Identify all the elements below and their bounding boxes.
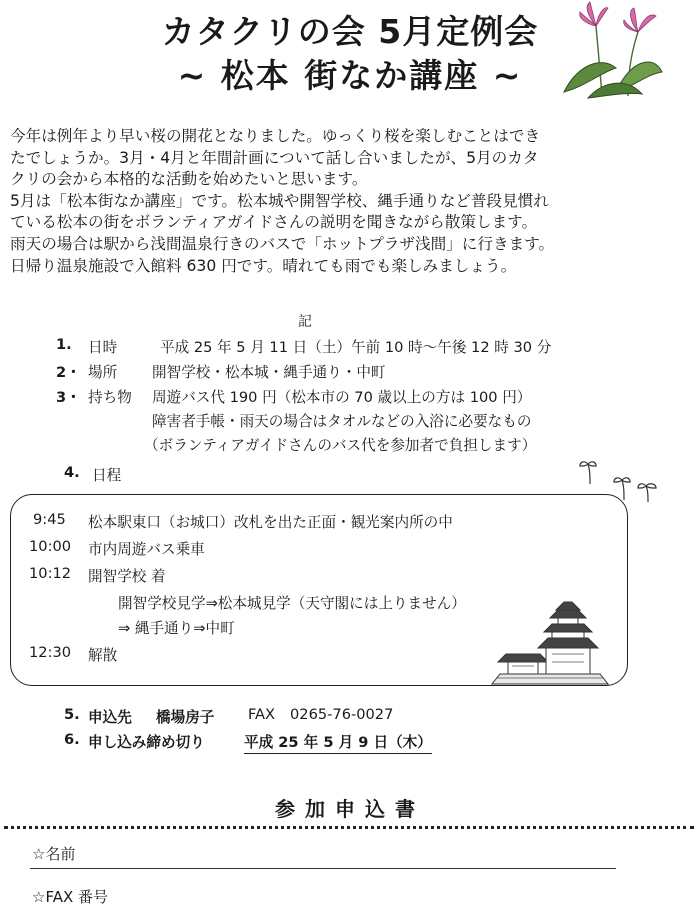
schedule-row xyxy=(0,511,700,533)
contact-name: 橋場房子 xyxy=(156,709,215,726)
intro-line: 日帰り温泉施設で入館料 630 円です。晴れても雨でも楽しみましょう。 xyxy=(10,256,517,275)
schedule-desc: 松本駅東口（お城口）改札を出た正面・観光案内所の中 xyxy=(88,514,453,531)
schedule-row xyxy=(0,565,700,587)
item-number: 3・ xyxy=(56,389,81,406)
item-number: 2・ xyxy=(56,364,81,381)
page-title: カタクリの会 5月定例会 xyxy=(161,12,539,51)
item-value: 平成 25 年 5 月 11 日（土）午前 10 時～午後 12 時 30 分 xyxy=(160,339,552,356)
item-label: 場所 xyxy=(88,364,118,381)
intro-line: たでしょうか。3月・4月と年間計画について話し合いましたが、5月のカタ xyxy=(10,148,539,167)
item-label: 日時 xyxy=(88,339,118,356)
schedule-desc: 解散 xyxy=(88,647,118,664)
schedule-time: 9:45 xyxy=(33,511,66,528)
name-field-line[interactable] xyxy=(30,868,616,869)
deadline-value: 平成 25 年 5 月 9 日（木） xyxy=(244,731,432,754)
item-contact xyxy=(0,706,700,728)
application-title: 参加申込書 xyxy=(275,797,425,821)
item-deadline xyxy=(0,731,700,755)
item-datetime xyxy=(0,336,700,358)
schedule-desc: 開智学校見学⇒松本城見学（天守閣には上りません） xyxy=(118,595,466,612)
intro-text xyxy=(10,126,690,277)
katakuri-flower-icon xyxy=(558,0,666,104)
item-number: 1. xyxy=(56,336,72,353)
item-value: （ボランティアガイドさんのバス代を参加者で負担します） xyxy=(144,437,537,454)
item-label: 持ち物 xyxy=(88,389,132,406)
intro-line: 今年は例年より早い桜の開花となりました。ゆっくり桜を楽しむことはでき xyxy=(10,127,541,145)
contact-fax-label: FAX xyxy=(248,706,276,723)
schedule-row xyxy=(0,538,700,560)
schedule-desc: ⇒ 縄手通り⇒中町 xyxy=(118,620,235,637)
item-number: 6. xyxy=(64,731,80,748)
schedule-time: 12:30 xyxy=(29,644,72,661)
schedule-desc: 開智学校 着 xyxy=(88,568,166,585)
item-number: 4. xyxy=(64,464,80,481)
schedule-time: 10:12 xyxy=(29,565,72,582)
item-label: 日程 xyxy=(92,467,122,484)
ki-heading: 記 xyxy=(298,314,312,330)
cut-line xyxy=(4,826,694,829)
intro-line: ている松本の街をボランティアガイドさんの説明を聞きながら散策します。 xyxy=(10,213,538,232)
deadline-label: 申し込み締め切り xyxy=(88,734,205,751)
fax-field-label: ☆FAX 番号 xyxy=(32,888,109,906)
contact-fax-number: 0265-76-0027 xyxy=(290,706,394,723)
item-bring xyxy=(0,386,700,456)
item-place xyxy=(0,361,700,383)
item-value: 周遊バス代 190 円（松本市の 70 歳以上の方は 100 円） xyxy=(152,389,532,406)
intro-line: 雨天の場合は駅から浅間温泉行きのバスで「ホットプラザ浅間」に行きます。 xyxy=(10,234,555,253)
schedule-desc: 市内周遊バス乗車 xyxy=(88,541,205,558)
item-number: 5. xyxy=(64,706,80,723)
schedule-time: 10:00 xyxy=(29,538,72,555)
name-field-label: ☆名前 xyxy=(32,845,76,863)
intro-line: 5月は「松本街なか講座」です。松本城や開智学校、縄手通りなど普段見慣れ xyxy=(10,191,549,210)
intro-line: クリの会から本格的な活動を始めたいと思います。 xyxy=(10,170,368,189)
item-value: 障害者手帳・雨天の場合はタオルなどの入浴に必要なもの xyxy=(152,413,532,430)
contact-label: 申込先 xyxy=(88,709,132,726)
page-subtitle: ~ 松本 街なか講座 ~ xyxy=(177,56,523,95)
item-value: 開智学校・松本城・縄手通り・中町 xyxy=(152,364,386,381)
matsumoto-castle-icon xyxy=(488,596,612,692)
item-schedule-heading xyxy=(0,464,300,486)
